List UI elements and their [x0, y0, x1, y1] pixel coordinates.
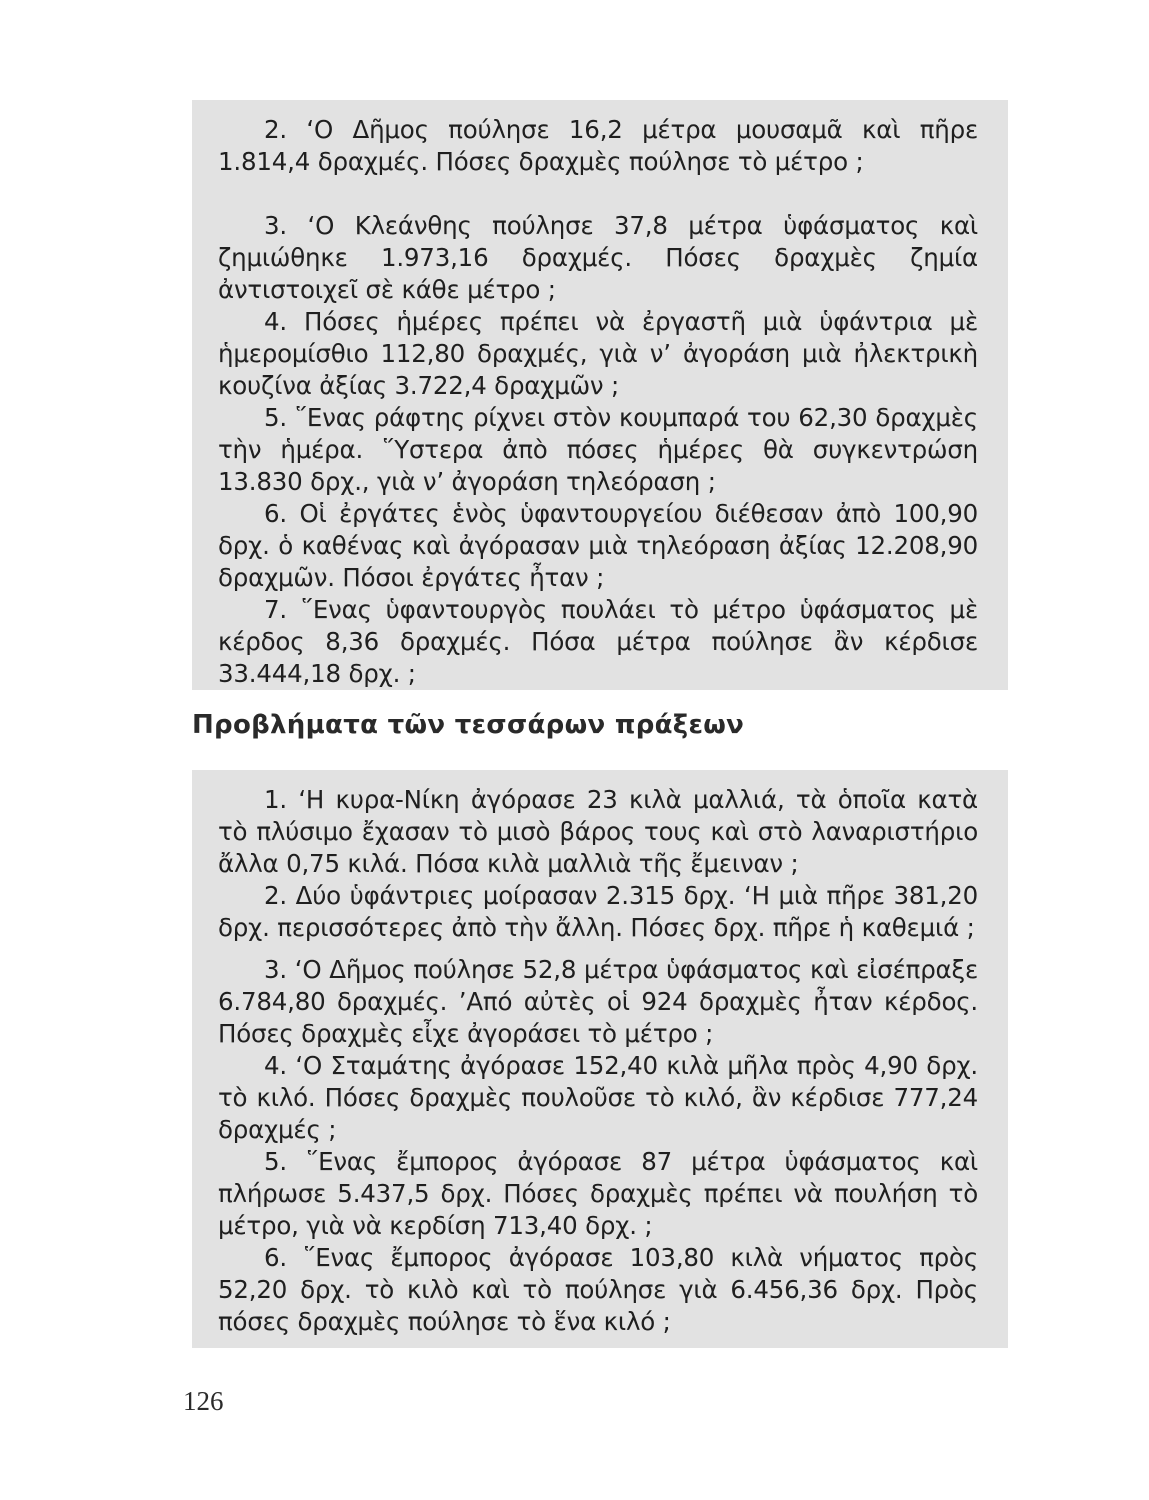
section-heading: Προβλήματα τῶν τεσσάρων πράξεων — [192, 710, 745, 740]
problems-panel-bottom — [192, 770, 1008, 1348]
problems-panel-top — [192, 100, 1008, 690]
problem-4: 4. Πόσες ἡμέρες πρέπει νὰ ἐργαστῆ μιὰ ὑφάντρια μὲ ἡμερομίσθιο 112,80 δραχμές, γιὰ ν’ ἀγοράση μιὰ ἠλεκτρικὴ κουζίνα ἀξίας 3.722,4 δραχμῶν ; — [218, 307, 978, 400]
problem-2: 2. ‘Ο Δῆμος πούλησε 16,2 μέτρα μουσαμᾶ καὶ πῆρε 1.814,4 δραχμές. Πόσες δραχμὲς πούλησε τὸ μέτρο ; — [218, 115, 978, 176]
problem-5: 5. ῞Ενας ράφτης ρίχνει στὸν κουμπαρά του 62,30 δραχμὲς τὴν ἡμέρα. ῞Υστερα ἀπὸ πόσες ἡμέρες θὰ συγκεντρώση 13.830 δρχ., γιὰ ν’ ἀγοράση τηλεόραση ; — [218, 403, 978, 496]
problem-7: 7. ῞Ενας ὑφαντουργὸς πουλάει τὸ μέτρο ὑφάσματος μὲ κέρδος 8,36 δραχμές. Πόσα μέτρα πούλησε ἂν κέρδισε 33.444,18 δρχ. ; — [218, 595, 978, 688]
problem-6: 6. ῞Ενας ἔμπορος ἀγόρασε 103,80 κιλὰ νήματος πρὸς 52,20 δρχ. τὸ κιλὸ καὶ τὸ πούλησε γιὰ 6.456,36 δρχ. Πρὸς πόσες δραχμὲς πούλησε τὸ ἕνα κιλό ; — [218, 1243, 978, 1336]
problem-6: 6. Οἱ ἐργάτες ἑνὸς ὑφαντουργείου διέθεσαν ἀπὸ 100,90 δρχ. ὁ καθένας καὶ ἀγόρασαν μιὰ τηλεόραση ἀξίας 12.208,90 δραχμῶν. Πόσοι ἐργάτες ἦταν ; — [218, 499, 978, 592]
problem-2: 2. Δύο ὑφάντριες μοίρασαν 2.315 δρχ. ‘Η μιὰ πῆρε 381,20 δρχ. περισσότερες ἀπὸ τὴν ἄλλη. Πόσες δρχ. πῆρε ἡ καθεμιά ; — [218, 881, 978, 942]
problem-1: 1. ‘Η κυρα-Νίκη ἀγόρασε 23 κιλὰ μαλλιά, τὰ ὁποῖα κατὰ τὸ πλύσιμο ἔχασαν τὸ μισὸ βάρος τους καὶ στὸ λαναριστήριο ἄλλα 0,75 κιλά. Πόσα κιλὰ μαλλιὰ τῆς ἔμειναν ; — [218, 785, 978, 878]
page-number: 126 — [183, 1386, 224, 1416]
problem-4: 4. ‘Ο Σταμάτης ἀγόρασε 152,40 κιλὰ μῆλα πρὸς 4,90 δρχ. τὸ κιλό. Πόσες δραχμὲς πουλοῦσε τὸ κιλό, ἂν κέρδισε 777,24 δραχμές ; — [218, 1051, 978, 1144]
problem-3: 3. ‘Ο Κλεάνθης πούλησε 37,8 μέτρα ὑφάσματος καὶ ζημιώθηκε 1.973,16 δραχμές. Πόσες δραχμὲς ζημία ἀντιστοιχεῖ σὲ κάθε μέτρο ; — [218, 211, 978, 304]
problem-5: 5. ῞Ενας ἔμπορος ἀγόρασε 87 μέτρα ὑφάσματος καὶ πλήρωσε 5.437,5 δρχ. Πόσες δραχμὲς πρέπει νὰ πουλήση τὸ μέτρο, γιὰ νὰ κερδίση 713,40 δρχ. ; — [218, 1147, 978, 1240]
problem-3: 3. ‘Ο Δῆμος πούλησε 52,8 μέτρα ὑφάσματος καὶ εἰσέπραξε 6.784,80 δραχμές. ’Από αὐτὲς οἱ 924 δραχμὲς ἦταν κέρδος. Πόσες δραχμὲς εἶχε ἀγοράσει τὸ μέτρο ; — [218, 955, 978, 1048]
